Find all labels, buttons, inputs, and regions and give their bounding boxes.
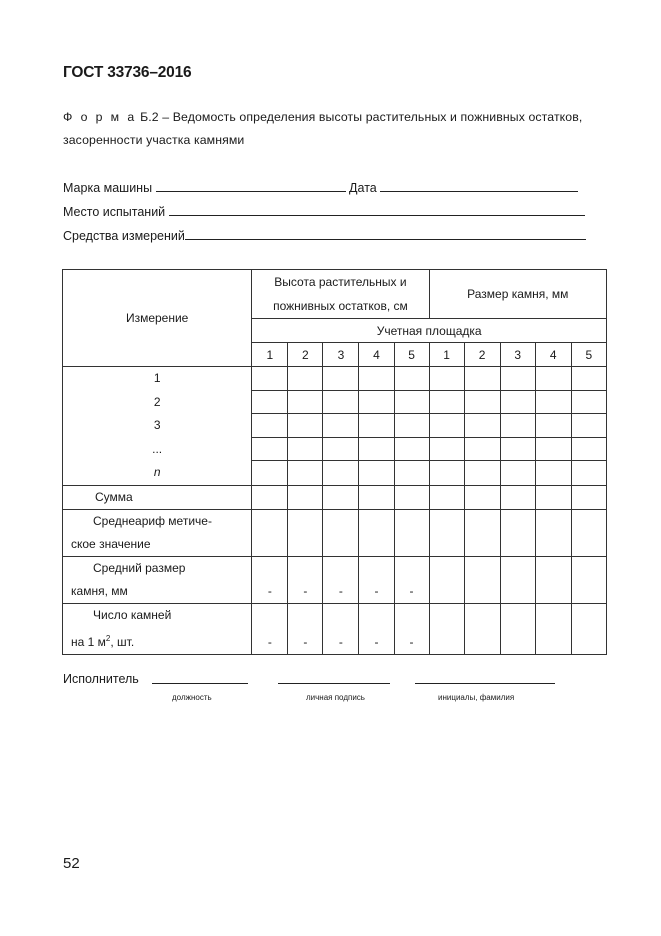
data-cell (323, 461, 359, 485)
dash-cell: - (252, 556, 288, 603)
data-cell (252, 438, 288, 461)
count-row-label (63, 603, 252, 654)
data-cell (252, 367, 288, 391)
measurement-list (63, 367, 252, 486)
form-title-line1 (63, 110, 582, 124)
data-cell (394, 485, 429, 509)
data-cell (323, 391, 359, 414)
data-cell (288, 485, 323, 509)
plot-number: 1 (429, 343, 464, 367)
data-cell (464, 391, 500, 414)
data-cell (394, 509, 429, 556)
data-cell (359, 461, 394, 485)
dash-cell: - (252, 603, 288, 654)
data-cell (500, 438, 535, 461)
data-cell (535, 438, 571, 461)
data-cell (571, 461, 606, 485)
position-caption: должность (172, 693, 212, 702)
data-cell (464, 603, 500, 654)
dash-cell: - (323, 603, 359, 654)
data-cell (323, 485, 359, 509)
data-cell (500, 485, 535, 509)
data-cell (394, 367, 429, 391)
data-cell (464, 485, 500, 509)
height-header (252, 270, 429, 319)
data-cell (500, 509, 535, 556)
date-label: Дата (349, 181, 377, 195)
measurement-item: ... (152, 441, 163, 456)
plot-header: Учетная площадка (252, 319, 607, 343)
height-header-line2: пожнивных остатков, см (273, 299, 408, 313)
count-label-sup: 2 (105, 633, 111, 643)
dash-cell: - (394, 556, 429, 603)
plot-number: 5 (571, 343, 606, 367)
data-cell (464, 461, 500, 485)
data-cell (359, 414, 394, 438)
data-cell (288, 414, 323, 438)
data-cell (429, 556, 464, 603)
data-cell (535, 603, 571, 654)
data-cell (429, 461, 464, 485)
form-prefix: Ф о р м а (63, 110, 137, 124)
data-cell (288, 438, 323, 461)
mean-label-line1: Среднеариф метиче- (93, 513, 212, 528)
plot-number: 5 (394, 343, 429, 367)
page-number: 52 (63, 855, 80, 872)
machine-label: Марка машины (63, 181, 153, 195)
plot-number: 4 (359, 343, 394, 367)
form-title-text: – Ведомость определения высоты растительных и пожнивных остатков, (162, 110, 583, 124)
dash-cell: - (288, 603, 323, 654)
data-cell (571, 556, 606, 603)
data-cell (535, 391, 571, 414)
data-cell (571, 438, 606, 461)
dash-cell: - (288, 556, 323, 603)
place-field (63, 204, 585, 219)
data-cell (571, 603, 606, 654)
data-cell (394, 461, 429, 485)
plot-number: 3 (323, 343, 359, 367)
data-cell (535, 367, 571, 391)
data-cell (500, 414, 535, 438)
height-header-line1: Высота растительных и (274, 275, 407, 289)
signature-caption: личная подпись (306, 693, 365, 702)
count-label-line1: Число камней (93, 607, 172, 622)
count-label-line2 (63, 627, 251, 654)
data-cell (359, 367, 394, 391)
measurement-table (62, 269, 607, 655)
data-cell (429, 603, 464, 654)
data-cell (464, 414, 500, 438)
data-cell (359, 391, 394, 414)
mean-row-label (63, 509, 252, 556)
data-cell (359, 485, 394, 509)
plot-number: 4 (535, 343, 571, 367)
data-cell (429, 414, 464, 438)
data-cell (535, 556, 571, 603)
count-label-suffix: , шт. (110, 634, 135, 649)
machine-line (156, 180, 346, 192)
data-cell (535, 414, 571, 438)
data-cell (500, 461, 535, 485)
data-cell (252, 485, 288, 509)
data-cell (535, 461, 571, 485)
name-caption: инициалы, фамилия (438, 693, 515, 702)
data-cell (323, 367, 359, 391)
data-cell (571, 367, 606, 391)
place-label: Место испытаний (63, 205, 166, 219)
form-number: Б.2 (140, 110, 159, 124)
data-cell (464, 367, 500, 391)
measurement-item: 2 (153, 394, 161, 409)
stone-size-header: Размер камня, мм (429, 270, 606, 319)
data-cell (429, 367, 464, 391)
sum-row-label (63, 485, 252, 509)
avg-size-label-line2: камня, мм (71, 583, 128, 598)
signature-line (278, 683, 390, 684)
place-line (169, 204, 585, 216)
standard-header: ГОСТ 33736–2016 (63, 64, 192, 81)
machine-field (63, 180, 578, 195)
data-cell (394, 438, 429, 461)
plot-number: 2 (288, 343, 323, 367)
data-cell (359, 509, 394, 556)
data-cell (394, 391, 429, 414)
data-cell (500, 367, 535, 391)
data-cell (288, 509, 323, 556)
plot-number: 2 (464, 343, 500, 367)
mean-label-line2: ское значение (71, 536, 151, 551)
measurement-item: 1 (153, 371, 161, 385)
data-cell (252, 414, 288, 438)
plot-number: 3 (500, 343, 535, 367)
data-cell (500, 603, 535, 654)
data-cell (323, 438, 359, 461)
data-cell (571, 485, 606, 509)
data-cell (535, 485, 571, 509)
data-cell (429, 438, 464, 461)
data-cell (252, 509, 288, 556)
instruments-line (185, 228, 586, 240)
data-cell (571, 391, 606, 414)
data-cell (535, 509, 571, 556)
data-cell (571, 414, 606, 438)
data-cell (500, 556, 535, 603)
data-cell (429, 509, 464, 556)
data-cell (288, 367, 323, 391)
dash-cell: - (359, 556, 394, 603)
avg-size-row-label (63, 556, 252, 603)
position-line (152, 683, 248, 684)
form-title-line2: засоренности участка камнями (63, 133, 245, 147)
data-cell (359, 438, 394, 461)
data-cell (464, 438, 500, 461)
data-cell (288, 391, 323, 414)
measurement-item: 3 (153, 418, 161, 432)
data-cell (288, 461, 323, 485)
data-cell (571, 509, 606, 556)
dash-cell: - (394, 603, 429, 654)
data-cell (252, 391, 288, 414)
avg-size-label-line1: Средний размер (93, 560, 186, 575)
data-cell (429, 391, 464, 414)
sum-label: Сумма (95, 489, 133, 504)
measurement-header: Измерение (63, 270, 252, 367)
measurement-item: n (153, 465, 161, 479)
data-cell (323, 414, 359, 438)
data-cell (429, 485, 464, 509)
data-cell (464, 556, 500, 603)
plot-number: 1 (252, 343, 288, 367)
data-cell (464, 509, 500, 556)
instruments-label: Средства измерений (63, 229, 185, 243)
name-line (415, 683, 555, 684)
dash-cell: - (359, 603, 394, 654)
data-cell (394, 414, 429, 438)
executor-label: Исполнитель (63, 672, 139, 686)
data-cell (323, 509, 359, 556)
instruments-field (63, 228, 586, 243)
date-line (380, 180, 578, 192)
data-cell (500, 391, 535, 414)
data-cell (252, 461, 288, 485)
count-label-prefix: на 1 м (71, 634, 106, 649)
dash-cell: - (323, 556, 359, 603)
